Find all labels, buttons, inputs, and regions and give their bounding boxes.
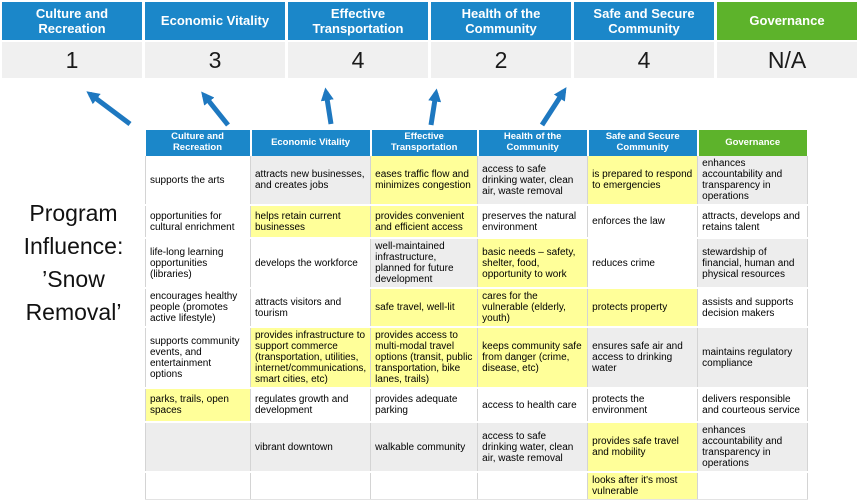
matrix-header-safe-and-secure-community: Safe and Secure Community [588, 130, 698, 156]
matrix-row-3 [146, 238, 808, 288]
matrix-cell-c4-r4: cares for the vulnerable (elderly, youth) [478, 288, 588, 327]
matrix-cell-c1-r4: encourages healthy people (promotes active lifestyle) [146, 288, 251, 327]
category-score-governance: N/A [717, 42, 857, 78]
matrix-cell-c3-r6: provides adequate parking [371, 388, 478, 422]
category-header-governance: Governance [717, 2, 857, 40]
matrix-header-culture-and-recreation: Culture and Recreation [146, 130, 251, 156]
matrix-cell-c1-r6: parks, trails, open spaces [146, 388, 251, 422]
category-score-effective-transportation: 4 [288, 42, 428, 78]
matrix-cell-c5-r3: reduces crime [588, 238, 698, 288]
matrix-cell-c1-r1: supports the arts [146, 156, 251, 205]
program-label-line: Removal’ [25, 299, 122, 325]
influence-arrow-health [431, 93, 436, 125]
matrix-cell-c4-r1: access to safe drinking water, clean air, waste removal [478, 156, 588, 205]
category-header-safe-and-secure-community: Safe and Secure Community [574, 2, 714, 40]
influence-arrow-economic [204, 95, 228, 125]
category-header-row [2, 2, 857, 40]
matrix-cell-c2-r6: regulates growth and development [251, 388, 371, 422]
matrix-cell-c5-r7: provides safe travel and mobility [588, 422, 698, 472]
matrix-cell-c4-r7: access to safe drinking water, clean air, waste removal [478, 422, 588, 472]
category-header-economic-vitality: Economic Vitality [145, 2, 285, 40]
matrix-cell-c4-r6: access to health care [478, 388, 588, 422]
matrix-cell-c6-r3: stewardship of financial, human and physical resources [698, 238, 808, 288]
matrix-cell-c3-r3: well-maintained infrastructure, planned for future development [371, 238, 478, 288]
matrix-cell-c2-r7: vibrant downtown [251, 422, 371, 472]
matrix-cell-c1-r3: life-long learning opportunities (libraries) [146, 238, 251, 288]
matrix-header-economic-vitality: Economic Vitality [251, 130, 371, 156]
matrix-header-health-of-the-community: Health of the Community [478, 130, 588, 156]
matrix-cell-c3-r4: safe travel, well-lit [371, 288, 478, 327]
program-label-line: Influence: [23, 233, 124, 259]
matrix-row-8 [146, 472, 808, 500]
matrix-cell-c5-r8: looks after it's most vulnerable [588, 472, 698, 500]
matrix-cell-c3-r5: provides access to multi-modal travel options (transit, public transportation, bike lanes, trails) [371, 327, 478, 388]
matrix-cell-c2-r8 [251, 472, 371, 500]
matrix-cell-c4-r2: preserves the natural environment [478, 205, 588, 238]
matrix-row-7 [146, 422, 808, 472]
category-header-health-of-the-community: Health of the Community [431, 2, 571, 40]
matrix-cell-c2-r1: attracts new businesses, and creates jobs [251, 156, 371, 205]
category-header-culture-and-recreation: Culture and Recreation [2, 2, 142, 40]
category-score-economic-vitality: 3 [145, 42, 285, 78]
matrix-cell-c6-r8 [698, 472, 808, 500]
matrix-header-effective-transportation: Effective Transportation [371, 130, 478, 156]
matrix-cell-c5-r2: enforces the law [588, 205, 698, 238]
matrix-cell-c4-r3: basic needs – safety, shelter, food, opportunity to work [478, 238, 588, 288]
program-label-line: ’Snow [42, 266, 105, 292]
matrix-cell-c6-r7: enhances accountability and transparency in operations [698, 422, 808, 472]
matrix-cell-c5-r4: protects property [588, 288, 698, 327]
matrix-cell-c2-r2: helps retain current businesses [251, 205, 371, 238]
influence-arrow-safe [542, 91, 564, 125]
matrix-cell-c2-r4: attracts visitors and tourism [251, 288, 371, 327]
matrix-cell-c2-r3: develops the workforce [251, 238, 371, 288]
matrix-cell-c4-r5: keeps community safe from danger (crime, disease, etc) [478, 327, 588, 388]
matrix-cell-c3-r8 [371, 472, 478, 500]
category-header-effective-transportation: Effective Transportation [288, 2, 428, 40]
matrix-cell-c1-r2: opportunities for cultural enrichment [146, 205, 251, 238]
matrix-cell-c5-r6: protects the environment [588, 388, 698, 422]
category-score-health-of-the-community: 2 [431, 42, 571, 78]
matrix-cell-c1-r5: supports community events, and entertainment options [146, 327, 251, 388]
outcomes-matrix [145, 130, 809, 500]
matrix-cell-c5-r5: ensures safe air and access to drinking water [588, 327, 698, 388]
matrix-row-6 [146, 388, 808, 422]
matrix-cell-c2-r5: provides infrastructure to support commerce (transportation, utilities, internet/communications, smart cities, etc) [251, 327, 371, 388]
matrix-row-1 [146, 156, 808, 205]
matrix-cell-c5-r1: is prepared to respond to emergencies [588, 156, 698, 205]
category-score-row [2, 42, 857, 78]
program-influence-label [0, 197, 147, 329]
matrix-header-governance: Governance [698, 130, 808, 156]
matrix-row-4 [146, 288, 808, 327]
matrix-cell-c6-r1: enhances accountability and transparency in operations [698, 156, 808, 205]
category-score-culture-and-recreation: 1 [2, 42, 142, 78]
matrix-cell-c6-r6: delivers responsible and courteous service [698, 388, 808, 422]
matrix-cell-c3-r7: walkable community [371, 422, 478, 472]
matrix-row-2 [146, 205, 808, 238]
matrix-cell-c1-r8 [146, 472, 251, 500]
influence-arrow-culture [90, 94, 130, 124]
program-label-line: Program [29, 200, 118, 226]
matrix-cell-c4-r8 [478, 472, 588, 500]
matrix-cell-c3-r1: eases traffic flow and minimizes congestion [371, 156, 478, 205]
matrix-cell-c6-r5: maintains regulatory compliance [698, 327, 808, 388]
matrix-cell-c3-r2: provides convenient and efficient access [371, 205, 478, 238]
matrix-cell-c6-r4: assists and supports decision makers [698, 288, 808, 327]
matrix-cell-c1-r7 [146, 422, 251, 472]
influence-arrow-transportation [326, 92, 331, 124]
matrix-cell-c6-r2: attracts, develops and retains talent [698, 205, 808, 238]
matrix-row-5 [146, 327, 808, 388]
category-score-safe-and-secure-community: 4 [574, 42, 714, 78]
